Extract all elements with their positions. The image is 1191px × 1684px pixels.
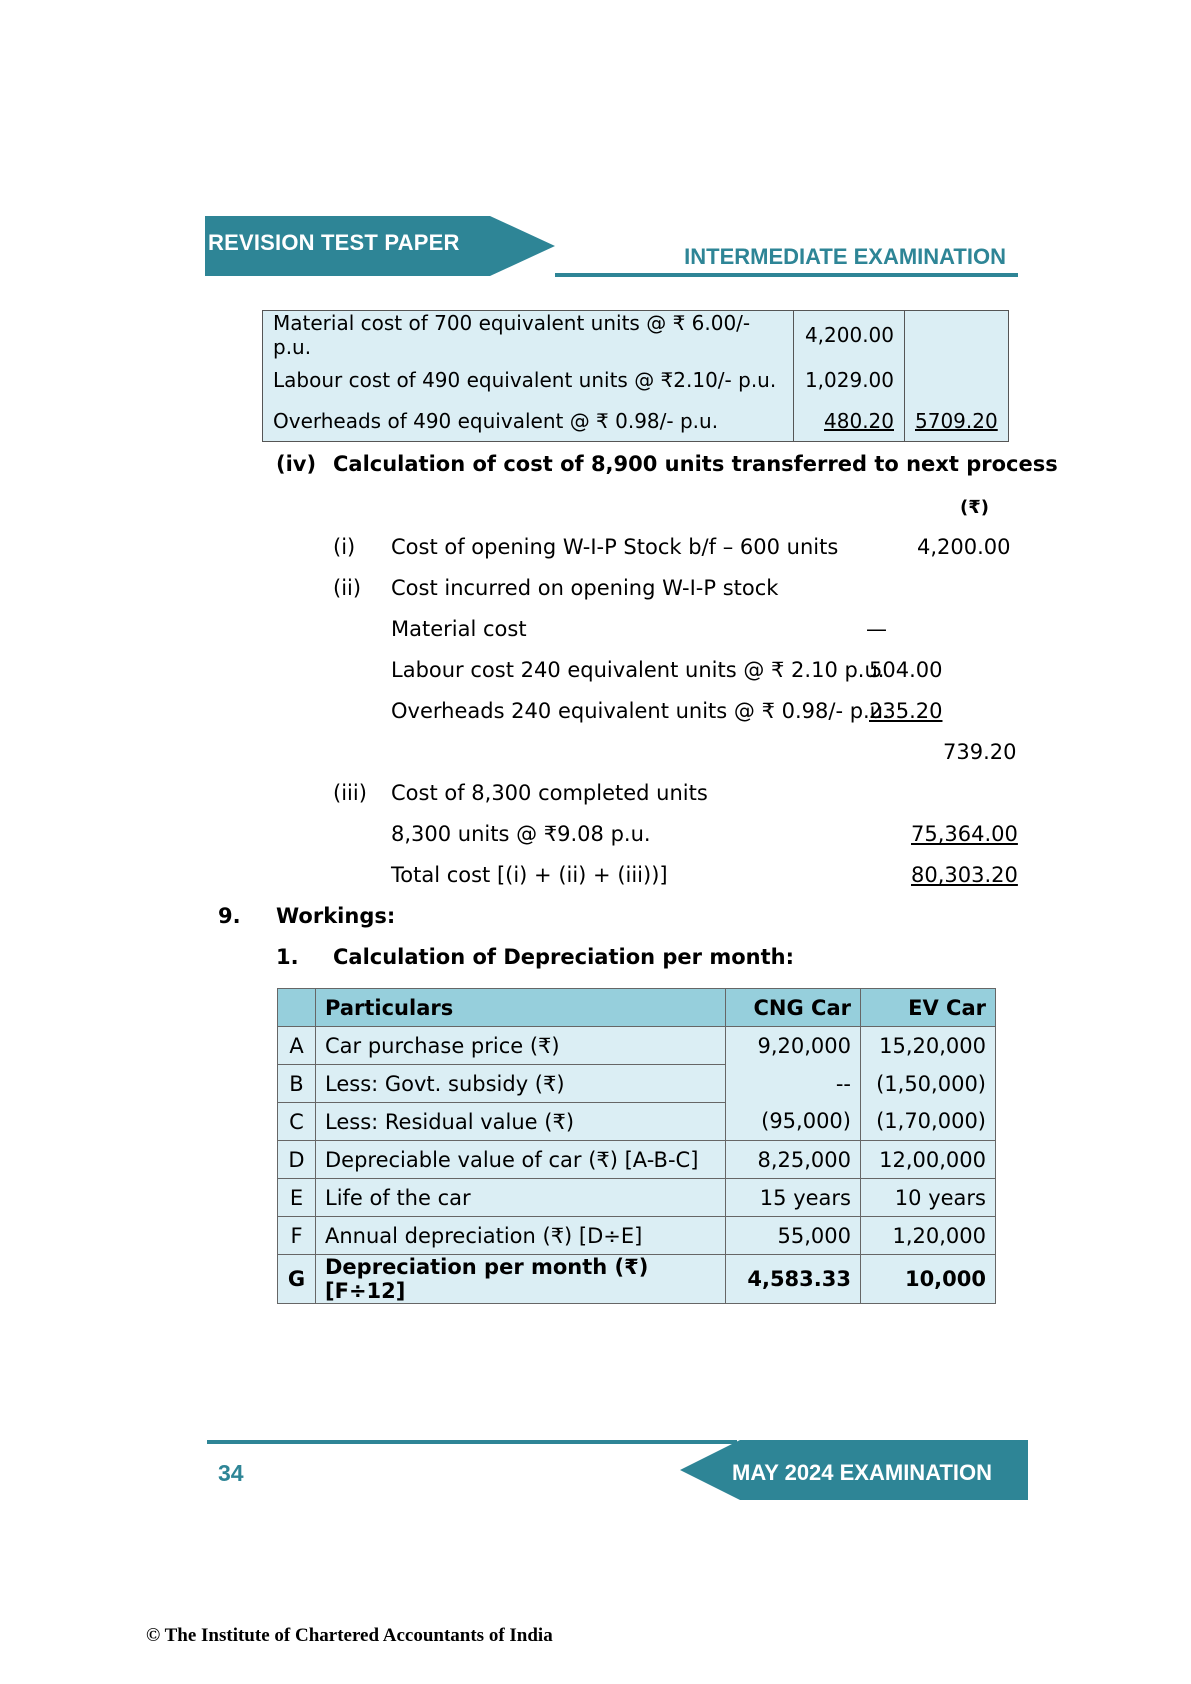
- header-label-col: [278, 989, 316, 1027]
- labour-cost-text: Labour cost 240 equivalent units @ ₹ 2.10 p.u.: [391, 658, 885, 682]
- workings-sub-number: 1.: [276, 945, 299, 969]
- row-ev: (1,70,000): [861, 1103, 996, 1141]
- depreciation-table: [277, 988, 996, 1304]
- row-label: Labour cost of 490 equivalent units @ ₹2.10/- p.u.: [263, 359, 794, 400]
- row-amount: 480.20: [824, 408, 894, 433]
- item-ii-text: Cost incurred on opening W-I-P stock: [391, 576, 779, 600]
- row-total: 5709.20: [915, 408, 998, 433]
- row-total: [905, 359, 1009, 400]
- row-label: Overheads of 490 equivalent @ ₹ 0.98/- p.u.: [263, 400, 794, 442]
- section-iv-heading: Calculation of cost of 8,900 units transferred to next process: [333, 452, 1058, 476]
- row-cng: 9,20,000: [726, 1027, 861, 1065]
- row-particular: Annual depreciation (₹) [D÷E]: [316, 1217, 726, 1255]
- total-cost-value: 80,303.20: [911, 863, 1018, 887]
- copyright-notice: © The Institute of Chartered Accountants of India: [146, 1625, 553, 1646]
- item-iii-text: Cost of 8,300 completed units: [391, 781, 708, 805]
- page-number: 34: [218, 1460, 244, 1486]
- total-cost-text: Total cost [(i) + (ii) + (iii))]: [391, 863, 668, 887]
- row-ev: 15,20,000: [861, 1027, 996, 1065]
- overheads-value: 235.20: [869, 699, 943, 723]
- table-row: [278, 1179, 996, 1217]
- table-row: [278, 1065, 996, 1103]
- row-amount: 4,200.00: [794, 311, 905, 360]
- header-right-title: INTERMEDIATE EXAMINATION: [684, 244, 1006, 269]
- footer-rule: [207, 1440, 737, 1444]
- row-ev: (1,50,000): [861, 1065, 996, 1103]
- wip-cost-table: [262, 310, 1009, 442]
- item-ii-number: (ii): [333, 576, 362, 600]
- currency-label: (₹): [960, 497, 989, 518]
- row-cng: 8,25,000: [726, 1141, 861, 1179]
- row-particular: Life of the car: [316, 1179, 726, 1217]
- row-particular: Depreciation per month (₹) [F÷12]: [316, 1255, 726, 1304]
- row-cng: (95,000): [726, 1103, 861, 1141]
- row-label: B: [278, 1065, 316, 1103]
- row-amount: 1,029.00: [794, 359, 905, 400]
- table-row: [263, 359, 1009, 400]
- table-row: [278, 1103, 996, 1141]
- material-cost-value: —: [866, 617, 887, 641]
- table-row: [278, 1027, 996, 1065]
- item-iii-number: (iii): [333, 781, 367, 805]
- row-label: Material cost of 700 equivalent units @ ₹ 6.00/- p.u.: [263, 311, 794, 360]
- row-label: C: [278, 1103, 316, 1141]
- item-ii-total: 739.20: [943, 740, 1017, 764]
- row-ev: 10,000: [861, 1255, 996, 1304]
- table-row: [278, 1217, 996, 1255]
- table-row: [263, 311, 1009, 360]
- section-iv-number: (iv): [276, 452, 317, 476]
- row-particular: Less: Residual value (₹): [316, 1103, 726, 1141]
- material-cost-text: Material cost: [391, 617, 527, 641]
- row-label: G: [278, 1255, 316, 1304]
- header-left-title: REVISION TEST PAPER: [208, 230, 460, 255]
- row-ev: 10 years: [861, 1179, 996, 1217]
- item-i-value: 4,200.00: [917, 535, 1011, 559]
- row-label: A: [278, 1027, 316, 1065]
- workings-title: Workings:: [276, 904, 396, 928]
- row-cng: 55,000: [726, 1217, 861, 1255]
- table-row: [278, 1255, 996, 1304]
- table-header-row: [278, 989, 996, 1027]
- row-particular: Depreciable value of car (₹) [A-B-C]: [316, 1141, 726, 1179]
- row-cng: --: [726, 1065, 861, 1103]
- row-ev: 1,20,000: [861, 1217, 996, 1255]
- header-cng-car: CNG Car: [726, 989, 861, 1027]
- workings-number: 9.: [218, 904, 241, 928]
- row-ev: 12,00,000: [861, 1141, 996, 1179]
- row-label: F: [278, 1217, 316, 1255]
- footer-right-title: MAY 2024 EXAMINATION: [732, 1460, 993, 1485]
- table-row: [263, 400, 1009, 442]
- row-cng: 15 years: [726, 1179, 861, 1217]
- header-rule: [555, 273, 1018, 277]
- item-i-text: Cost of opening W-I-P Stock b/f – 600 units: [391, 535, 839, 559]
- labour-cost-value: 504.00: [869, 658, 943, 682]
- row-label: E: [278, 1179, 316, 1217]
- workings-sub-title: Calculation of Depreciation per month:: [333, 945, 794, 969]
- header-ev-car: EV Car: [861, 989, 996, 1027]
- completed-units-value: 75,364.00: [911, 822, 1018, 846]
- row-cng: 4,583.33: [726, 1255, 861, 1304]
- header-particulars: Particulars: [316, 989, 726, 1027]
- item-i-number: (i): [333, 535, 356, 559]
- row-particular: Car purchase price (₹): [316, 1027, 726, 1065]
- overheads-text: Overheads 240 equivalent units @ ₹ 0.98/- p.u.: [391, 699, 890, 723]
- completed-units-text: 8,300 units @ ₹9.08 p.u.: [391, 822, 651, 846]
- row-particular: Less: Govt. subsidy (₹): [316, 1065, 726, 1103]
- row-total: [905, 311, 1009, 360]
- row-label: D: [278, 1141, 316, 1179]
- table-row: [278, 1141, 996, 1179]
